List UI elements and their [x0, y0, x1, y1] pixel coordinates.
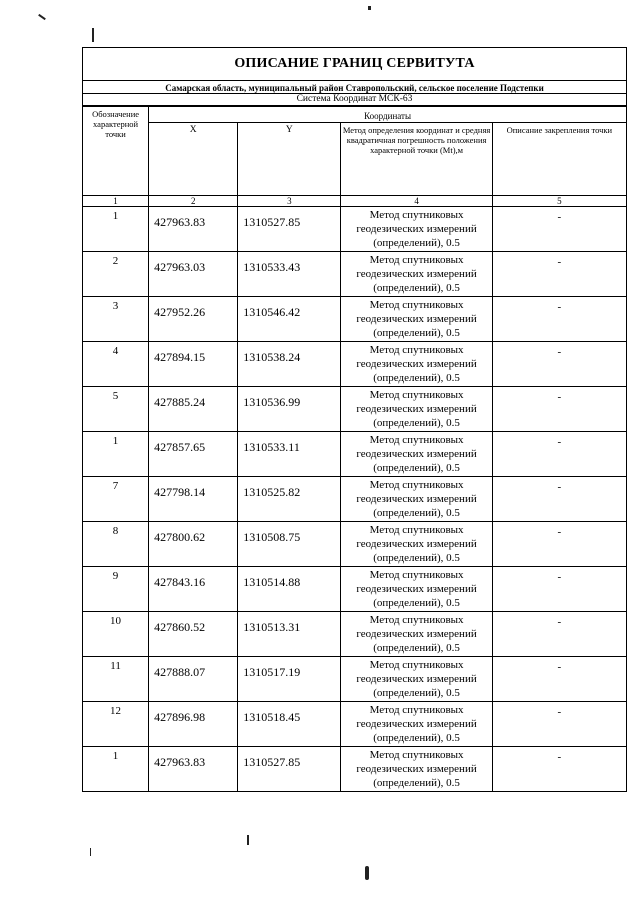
coordinate-x: 427963.03 [149, 252, 238, 297]
column-number: 4 [341, 196, 492, 207]
coordinate-y: 1310533.43 [238, 252, 341, 297]
table-row [83, 702, 627, 747]
fixing-description: - [492, 567, 626, 612]
coordinate-y: 1310533.11 [238, 432, 341, 477]
coordinate-x: 427896.98 [149, 702, 238, 747]
coordinate-y: 1310508.75 [238, 522, 341, 567]
coordinate-x: 427885.24 [149, 387, 238, 432]
coordinate-y: 1310525.82 [238, 477, 341, 522]
coordinate-y: 1310538.24 [238, 342, 341, 387]
fixing-description: - [492, 432, 626, 477]
point-number: 3 [83, 297, 149, 342]
coordinate-x: 427888.07 [149, 657, 238, 702]
coordinate-y: 1310517.19 [238, 657, 341, 702]
coordinate-y: 1310518.45 [238, 702, 341, 747]
header-x: X [149, 122, 238, 195]
method-description: Метод спутниковых геодезических измерений (определений), 0.5 [341, 342, 492, 387]
header-table [82, 47, 627, 106]
point-number: 12 [83, 702, 149, 747]
fixing-description: - [492, 342, 626, 387]
coordinate-x: 427843.16 [149, 567, 238, 612]
column-number: 2 [149, 196, 238, 207]
scan-mark [368, 6, 371, 10]
point-number: 8 [83, 522, 149, 567]
scan-mark [247, 835, 249, 845]
method-description: Метод спутниковых геодезических измерений (определений), 0.5 [341, 387, 492, 432]
table-row [83, 747, 627, 792]
fixing-description: - [492, 522, 626, 567]
point-number: 11 [83, 657, 149, 702]
fixing-description: - [492, 657, 626, 702]
coordinate-y: 1310527.85 [238, 747, 341, 792]
point-number: 2 [83, 252, 149, 297]
scan-mark [92, 28, 94, 42]
coordinate-x: 427894.15 [149, 342, 238, 387]
table-row [83, 297, 627, 342]
table-row [83, 252, 627, 297]
method-description: Метод спутниковых геодезических измерений (определений), 0.5 [341, 567, 492, 612]
table-body [83, 207, 627, 792]
coordinate-x: 427798.14 [149, 477, 238, 522]
fixing-description: - [492, 297, 626, 342]
table-row [83, 567, 627, 612]
fixing-description: - [492, 207, 626, 252]
table-row [83, 432, 627, 477]
point-number: 10 [83, 612, 149, 657]
method-description: Метод спутниковых геодезических измерений (определений), 0.5 [341, 657, 492, 702]
coordinate-y: 1310514.88 [238, 567, 341, 612]
scan-mark [38, 14, 46, 20]
coordinate-x: 427860.52 [149, 612, 238, 657]
region-line: Самарская область, муниципальный район Ставропольский, сельское поселение Подстепки [83, 81, 627, 94]
coordinate-y: 1310527.85 [238, 207, 341, 252]
point-number: 1 [83, 432, 149, 477]
point-number: 5 [83, 387, 149, 432]
method-description: Метод спутниковых геодезических измерений (определений), 0.5 [341, 477, 492, 522]
column-number: 1 [83, 196, 149, 207]
fixing-description: - [492, 477, 626, 522]
table-row [83, 387, 627, 432]
method-description: Метод спутниковых геодезических измерений (определений), 0.5 [341, 252, 492, 297]
coordinate-x: 427963.83 [149, 207, 238, 252]
coordinate-x: 427952.26 [149, 297, 238, 342]
method-description: Метод спутниковых геодезических измерений (определений), 0.5 [341, 432, 492, 477]
point-number: 4 [83, 342, 149, 387]
table-row [83, 522, 627, 567]
coordinate-y: 1310536.99 [238, 387, 341, 432]
table-row [83, 657, 627, 702]
table-row [83, 612, 627, 657]
scan-mark [90, 848, 91, 856]
coordinate-y: 1310546.42 [238, 297, 341, 342]
fixing-description: - [492, 612, 626, 657]
header-y: Y [238, 122, 341, 195]
boundary-table [82, 106, 627, 792]
point-number: 9 [83, 567, 149, 612]
method-description: Метод спутниковых геодезических измерений (определений), 0.5 [341, 522, 492, 567]
method-description: Метод спутниковых геодезических измерений (определений), 0.5 [341, 702, 492, 747]
method-description: Метод спутниковых геодезических измерений (определений), 0.5 [341, 612, 492, 657]
table-row [83, 207, 627, 252]
header-coordinates: Координаты [149, 107, 627, 123]
column-number: 3 [238, 196, 341, 207]
point-number: 1 [83, 207, 149, 252]
fixing-description: - [492, 387, 626, 432]
coordinate-x: 427800.62 [149, 522, 238, 567]
coordinate-x: 427857.65 [149, 432, 238, 477]
scan-mark [365, 866, 369, 880]
table-row [83, 477, 627, 522]
method-description: Метод спутниковых геодезических измерений (определений), 0.5 [341, 747, 492, 792]
coordinate-y: 1310513.31 [238, 612, 341, 657]
column-number: 5 [492, 196, 626, 207]
document-title: ОПИСАНИЕ ГРАНИЦ СЕРВИТУТА [83, 48, 627, 81]
document-frame [82, 47, 627, 792]
coordinate-x: 427963.83 [149, 747, 238, 792]
fixing-description: - [492, 252, 626, 297]
method-description: Метод спутниковых геодезических измерений (определений), 0.5 [341, 297, 492, 342]
fixing-description: - [492, 702, 626, 747]
header-fixing: Описание закрепления точки [492, 122, 626, 195]
point-number: 1 [83, 747, 149, 792]
point-number: 7 [83, 477, 149, 522]
table-row [83, 342, 627, 387]
method-description: Метод спутниковых геодезических измерений (определений), 0.5 [341, 207, 492, 252]
coordinate-system: Система Координат МСК-63 [83, 94, 627, 106]
fixing-description: - [492, 747, 626, 792]
header-method: Метод определения координат и средняя квадратичная погрешность положения характерной точки (Mt),м [341, 122, 492, 195]
header-point-designation: Обозначение характерной точки [83, 107, 149, 196]
